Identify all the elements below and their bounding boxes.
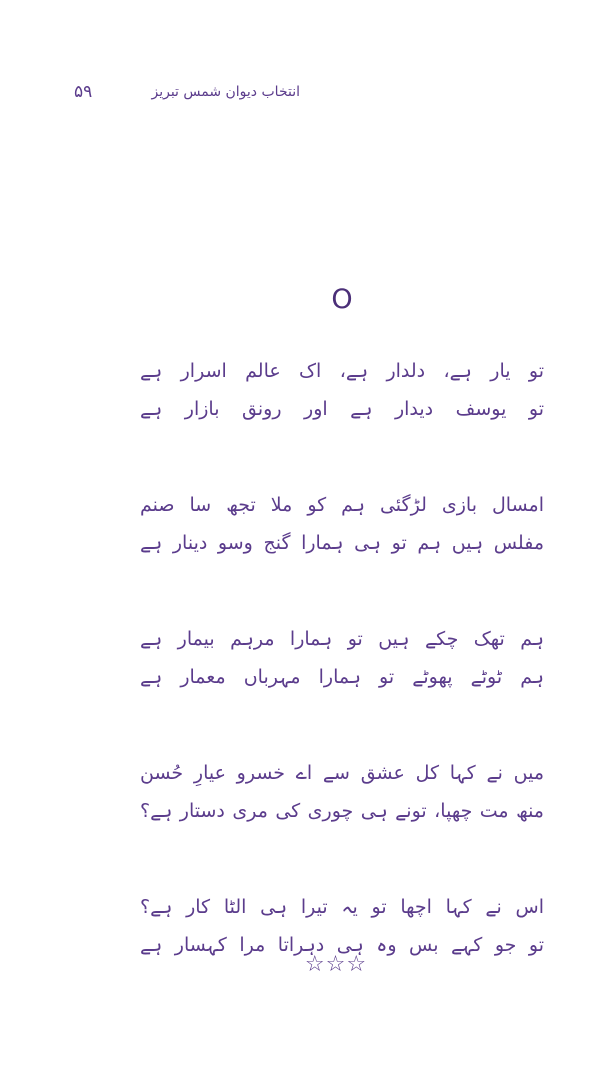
verse-line: امسال بازی لڑگئی ہم کو ملا تجھ سا صنم <box>140 494 544 516</box>
verse-line: مفلس ہیں ہم تو ہی ہمارا گنج وسو دینار ہے <box>140 532 544 554</box>
stanza-3 <box>140 620 544 696</box>
verse-line: منھ مت چھپا، تونے ہی چوری کی مری دستار ہے؟ <box>140 800 544 822</box>
page-header <box>60 82 300 112</box>
page-number: ۵۹ <box>74 82 93 102</box>
stars-ornament: ☆☆☆ <box>304 952 368 977</box>
verse-line: ہم ٹوٹے پھوٹے تو ہمارا مہرباں معمار ہے <box>140 666 544 688</box>
verse-line: تو جو کہے بس وہ ہی دہراتا مرا کہسار ہے <box>140 934 544 956</box>
verse-line: اس نے کہا اچھا تو یہ تیرا ہی الٹا کار ہے؟ <box>140 896 544 918</box>
stanza-2 <box>140 486 544 562</box>
section-mark: O <box>331 284 353 315</box>
book-title: انتخاب دیوان شمس تبریز <box>151 84 300 100</box>
verse-line: ہم تھک چکے ہیں تو ہمارا مرہم بیمار ہے <box>140 628 544 650</box>
stanza-4 <box>140 754 544 830</box>
stanza-1 <box>140 352 544 428</box>
verse-line: تو یوسف دیدار ہے اور رونق بازار ہے <box>140 398 544 420</box>
verse-line: تو یار ہے، دلدار ہے، اک عالم اسرار ہے <box>140 360 544 382</box>
verse-line: میں نے کہا کل عشق سے اے خسرو عیارِ حُسن <box>140 762 544 784</box>
poem <box>140 352 544 1022</box>
